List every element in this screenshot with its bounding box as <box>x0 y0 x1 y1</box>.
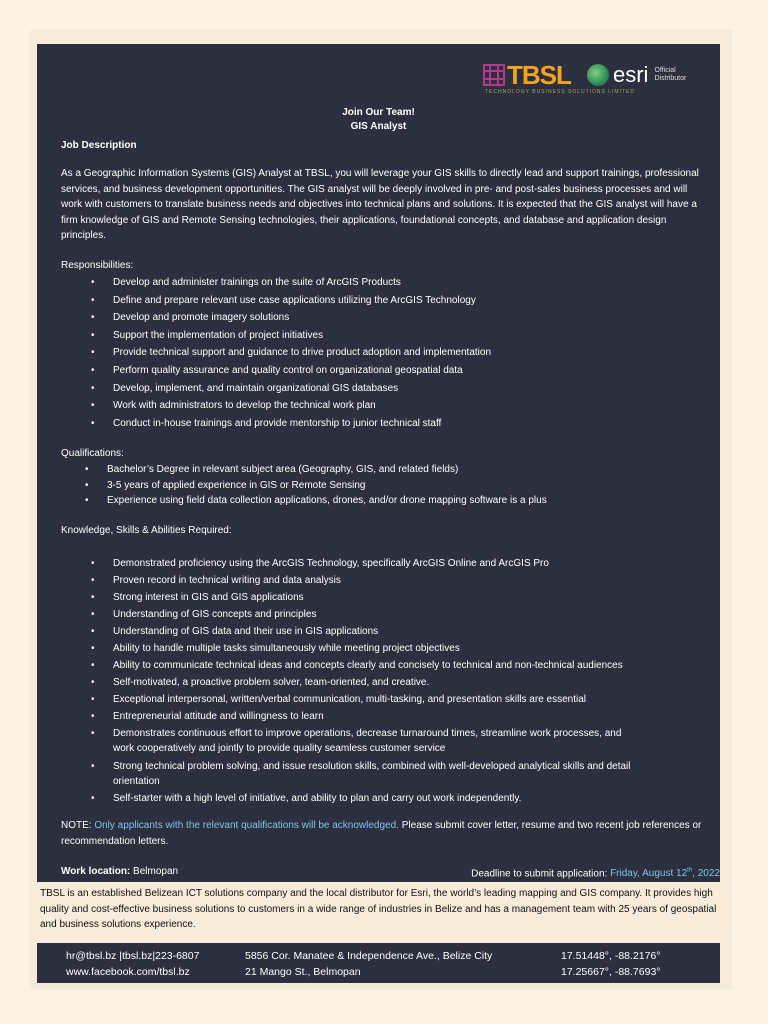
bullet-icon: • <box>91 728 95 739</box>
job-title-heading: GIS Analyst <box>350 121 407 132</box>
list-item: • Work with administrators to develop the technical work plan <box>91 400 376 412</box>
bullet-icon: • <box>91 329 95 341</box>
list-item: • Understanding of GIS data and their use in GIS applications <box>91 626 379 637</box>
bullet-icon: • <box>91 643 95 654</box>
tbsl-wordmark: TBSL <box>507 60 571 90</box>
esri-logo <box>587 64 686 86</box>
bullet-icon: • <box>91 677 95 688</box>
bullet-icon: • <box>91 711 95 722</box>
job-description-heading: Job Description <box>61 140 137 151</box>
list-item: • Develop and promote imagery solutions <box>91 312 290 324</box>
list-item: • Strong technical problem solving, and issue resolution skills, combined with well-developed analytical skills and detail <box>91 760 631 772</box>
list-item: • Support the implementation of project initiatives <box>91 329 324 341</box>
qualifications-list <box>85 462 547 509</box>
ksa-list <box>91 556 631 808</box>
bullet-icon: • <box>85 464 89 475</box>
list-item: • Develop, implement, and maintain organizational GIS databases <box>91 382 399 394</box>
bullet-icon: • <box>91 660 95 671</box>
bullet-icon: • <box>91 793 95 804</box>
qualifications-heading: Qualifications: <box>61 448 124 459</box>
deadline <box>471 864 720 882</box>
bullet-icon: • <box>91 382 95 394</box>
bullet-icon: • <box>91 558 95 569</box>
list-item: • Self-motivated, a proactive problem solver, team-oriented, and creative. <box>91 677 430 688</box>
bullet-icon: • <box>91 312 95 324</box>
tbsl-logo <box>483 62 571 88</box>
bullet-icon: • <box>91 626 95 637</box>
ksa-heading: Knowledge, Skills & Abilities Required: <box>61 525 232 536</box>
responsibilities-heading: Responsibilities: <box>61 260 134 271</box>
esri-wordmark: esri <box>613 62 649 87</box>
work-location-label: Work location: <box>61 866 131 877</box>
list-item: • Proven record in technical writing and data analysis <box>91 575 341 586</box>
about-tbsl-paragraph: TBSL is an established Belizean ICT solutions company and the local distributor for Esri, the world’s leading mapping and GIS company. It provides high quality and cost-effective business solutions to customers in a wide range of industries in Belize and has a management team with 25 years of geospatial and business solutions experience. <box>40 888 717 930</box>
bullet-icon: • <box>91 694 95 705</box>
esri-official-distributor: Official Distributor <box>654 67 687 82</box>
work-location-value: Belmopan <box>133 866 179 877</box>
list-item: • Entrepreneurial attitude and willingness to learn <box>91 711 324 722</box>
bullet-icon: • <box>91 400 95 412</box>
bullet-icon: • <box>91 364 95 376</box>
join-our-team-heading: Join Our Team! <box>342 107 415 118</box>
bullet-icon: • <box>91 609 95 620</box>
deadline-label: Deadline to submit application: <box>471 868 608 880</box>
responsibilities-list <box>91 275 492 433</box>
list-item: • Strong interest in GIS and GIS applications <box>91 592 304 603</box>
footer-coordinates-belize-city: 17.51448°, -88.2176° <box>561 950 661 962</box>
list-item: • Ability to handle multiple tasks simultaneously while meeting project objectives <box>91 643 460 654</box>
footer-address-belize-city: 5856 Cor. Manatee & Independence Ave., Belize City <box>245 950 493 962</box>
bullet-icon: • <box>91 592 95 603</box>
work-location <box>61 864 178 880</box>
tbsl-tagline: TECHNOLOGY BUSINESS SOLUTIONS LIMITED <box>485 89 635 95</box>
list-item: work cooperatively and jointly to provide quality seamless customer service <box>113 743 446 754</box>
list-item: • 3-5 years of applied experience in GIS or Remote Sensing <box>85 479 366 491</box>
list-item: • Exceptional interpersonal, written/verbal communication, multi-tasking, and presentation skills are essential <box>91 694 587 705</box>
list-item: • Define and prepare relevant use case applications utilizing the ArcGIS Technology <box>91 294 476 306</box>
note-rest: Please submit cover letter, resume and two recent job <box>401 820 640 831</box>
bullet-icon: • <box>85 495 89 506</box>
list-item: • Develop and administer trainings on the suite of ArcGIS Products <box>91 277 401 288</box>
note-highlight: Only applicants with the relevant qualifications will be acknowledged. <box>94 820 399 831</box>
bullet-icon: • <box>91 294 95 306</box>
footer-facebook-link[interactable]: www.facebook.com/tbsl.bz <box>66 966 190 978</box>
bullet-icon: • <box>91 760 95 772</box>
note-label: NOTE: <box>61 820 92 831</box>
job-description-body: As a Geographic Information Systems (GIS) Analyst at TBSL, you will leverage your GIS skills to directly lead and support trainings, professional services, and business development opportunities. The GIS analyst will be deeply involved in pre- and post-sales business processes and will work with customers to translate business needs and objectives into technical plans and solutions. It is expected that the GIS analyst will have a firm knowledge of GIS and Remote Sensing technologies, their applications, foundational concepts, and database and application design principles. <box>61 168 699 241</box>
footer-contact-email-site-phone[interactable]: hr@tbsl.bz |tbsl.bz|223-6807 <box>66 950 200 962</box>
bullet-icon: • <box>91 347 95 359</box>
list-item: • Provide technical support and guidance to drive product adoption and implementation <box>91 347 492 359</box>
list-item: • Conduct in-house trainings and provide mentorship to junior technical staff <box>91 417 442 429</box>
bullet-icon: • <box>91 417 95 429</box>
list-item: • Ability to communicate technical ideas and concepts clearly and concisely to technical and non-technical audiences <box>91 660 623 671</box>
note-rest-2: references or recommendation letters. <box>61 820 702 847</box>
note-paragraph <box>61 818 711 849</box>
footer-address-belmopan: 21 Mango St., Belmopan <box>245 966 361 978</box>
tbsl-grid-icon <box>483 64 505 86</box>
logo-bar <box>483 60 713 96</box>
list-item: • Perform quality assurance and quality control on organizational geospatial data <box>91 364 463 376</box>
list-item: • Bachelor’s Degree in relevant subject area (Geography, GIS, and related fields) <box>85 464 459 475</box>
list-item: • Experience using field data collection applications, drones, and/or drone mapping software is a plus <box>85 495 547 506</box>
bullet-icon: • <box>91 575 95 586</box>
list-item: • Self-starter with a high level of initiative, and ability to plan and carry out work independently. <box>91 793 522 804</box>
list-item: • Demonstrates continuous effort to improve operations, decrease turnaround times, streamline work processes, and <box>91 728 622 739</box>
footer-coordinates-belmopan: 17.25667°, -88.7693° <box>561 966 661 978</box>
list-item: • Understanding of GIS concepts and principles <box>91 609 317 620</box>
bullet-icon: • <box>85 479 89 491</box>
list-item: orientation <box>113 775 160 787</box>
list-item: • Demonstrated proficiency using the ArcGIS Technology, specifically ArcGIS Online and ArcGIS Pro <box>91 558 549 569</box>
esri-globe-icon <box>587 64 609 86</box>
deadline-value: Friday, August 12th, 2022 <box>610 868 720 880</box>
bullet-icon: • <box>91 277 95 288</box>
